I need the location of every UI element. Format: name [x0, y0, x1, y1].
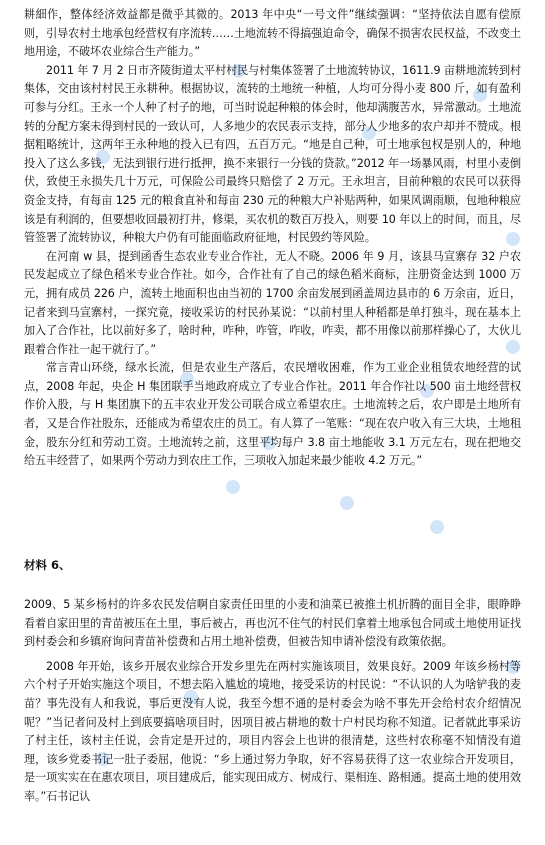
watermark-dot — [226, 480, 240, 494]
watermark-dot — [340, 496, 354, 510]
paragraph: 2008 年开始，该乡开展农业综合开发乡里先在两村实施该项目，效果良好。2009 年该乡杨村等六个村子开始实施这个项目，不想去陷入尴尬的境地，接受采访的村民说：“不认识的人为啥铲我的麦苗？事先没有人和我说，事后更没有人说，我至今想不通的是村委会为啥不事先开会给村农介绍情况呢？”当记者问及村上到底要搞啥项目时，因项目被占耕地的数十户村民均称不知道。记者就此事采访了村主任，该村主任说，会肯定是开过的，项目内容会上也讲的很清楚，这些村农称毫不知情没有道理，该乡党委书记一肚子委屈，他说：“乡上通过努力争取，好不容易获得了这一农业综合开发项目，是一项实实在在惠农项目，项目建成后，能实现田成方、树成行、渠相连、路相通。提高土地的使用效率。”石书记认 — [24, 659, 521, 803]
paragraph: 在河南 w 县，提到函香生态农业专业合作社，无人不晓。2006 年 9 月，该县马宣寨存 32 户农民发起成立了绿色稻米专业合作社。如今，合作社有了自己的绿色稻米商标，注册资金达到 1000 万元，拥有成员 226 户，流转土地面积也由当初的 1700 余亩发展到函盖周边县市的 6 万余亩，近日，记者来到马宣寨村，一探究竟，接收采访的村民孙某说：“以前村里人种稻都是单打独斗，现在基本上加入了合作社，比以前好多了，啥时种，咋种，咋管，咋收，咋卖，都不用像以前那样操心了，大伙儿跟着合作社一起干就行了。” — [24, 249, 521, 356]
section-heading: 材料 6、 — [24, 558, 71, 572]
watermark-dot — [430, 520, 444, 534]
paragraph: 2009、5 某乡杨村的许多农民发信啊自家责任田里的小麦和油菜已被推土机折腾的面目全非，眼睁睁看着自家田里的青苗被压在土里，事后被占，再也沉不住气的村民们拿着土地承包合同或土地使用证找到村委会和乡镇府询问青苗补偿费和占用土地补偿费，但被告知申请补偿没有政策依据。 — [24, 598, 521, 649]
paragraph: 2011 年 7 月 2 日市齐陵街道太平村村民与村集体签署了土地流转协议，1611.9 亩耕地流转到村集体，交由该村村民王永耕种。根据协议，流转的土地统一种植，人均可分得小麦 800 斤，如有盈利可参与分红。王永一个人种了村子的地，可当时说起种粮的体会时，他却满腹苦水，异常激动。土地流转的分配方案未得到村民的一致认可，人多地少的农民表示支持，部分人少地多的农户却并不赞成。根据粗略统计，这两年王永种地的投入已有四，五百万元。“地是自己种，可土地承包权是别人的，种地投入了这么多钱，无法到银行进行抵押，换不来银行一分钱的贷款。”2012 年一场暴风雨，村里小麦倒伏，致使王永损失几十万元，可保险公司最终只赔偿了 2 万元。王永坦言，目前种粮的农民可以获得资金支持，有每亩 125 元的粮食直补和每亩 230 元的种粮大户补贴两种，如果风调雨顺，包地种粮应该是有利润的，但要想收回最初打井，修渠，买农机的数百万投入，则要 10 年以上的时间，而且，尽管签署了流转协议，种粮大户仍有可能面临政府征地，村民毁约等风险。 — [24, 63, 521, 245]
material-5-body — [0, 6, 545, 471]
paragraph: 耕細作，整体经济效益都是微乎其微的。2013 年中央“一号文件”继续强调：“坚持依法自愿有偿原则，引导农村土地承包经营权有序流转……土地流转不得搞强迫命令，确保不损害农民权益，不改变土地用途，不破坏农业综合生产能力。” — [24, 8, 521, 59]
material-6-body — [0, 596, 545, 807]
paragraph: 常言青山环绕，绿水长流，但是农业生产落后，农民增收困难，作为工业企业租赁农地经营的试点，2008 年起，央企 H 集团联手当地政府成立了专业合作社。2011 年合作社以 500 亩土地经营权作价入股，与 H 集团旗下的五丰农业开发公司联合成立希望农庄。土地流转之后，农户即是土地所有者，又是合作社股东，还能成为希望农庄的员工。有人算了一笔账：“现在农户收入有三大块，土地租金，股东分红和劳动工资。土地流转之前，这里平均每户 3.8 亩土地能收 3.1 万元左右，现在把地交给五丰经营了，如果两个劳动力到农庄工作，三项收入加起来最少能收 4.2 万元。” — [24, 361, 521, 468]
